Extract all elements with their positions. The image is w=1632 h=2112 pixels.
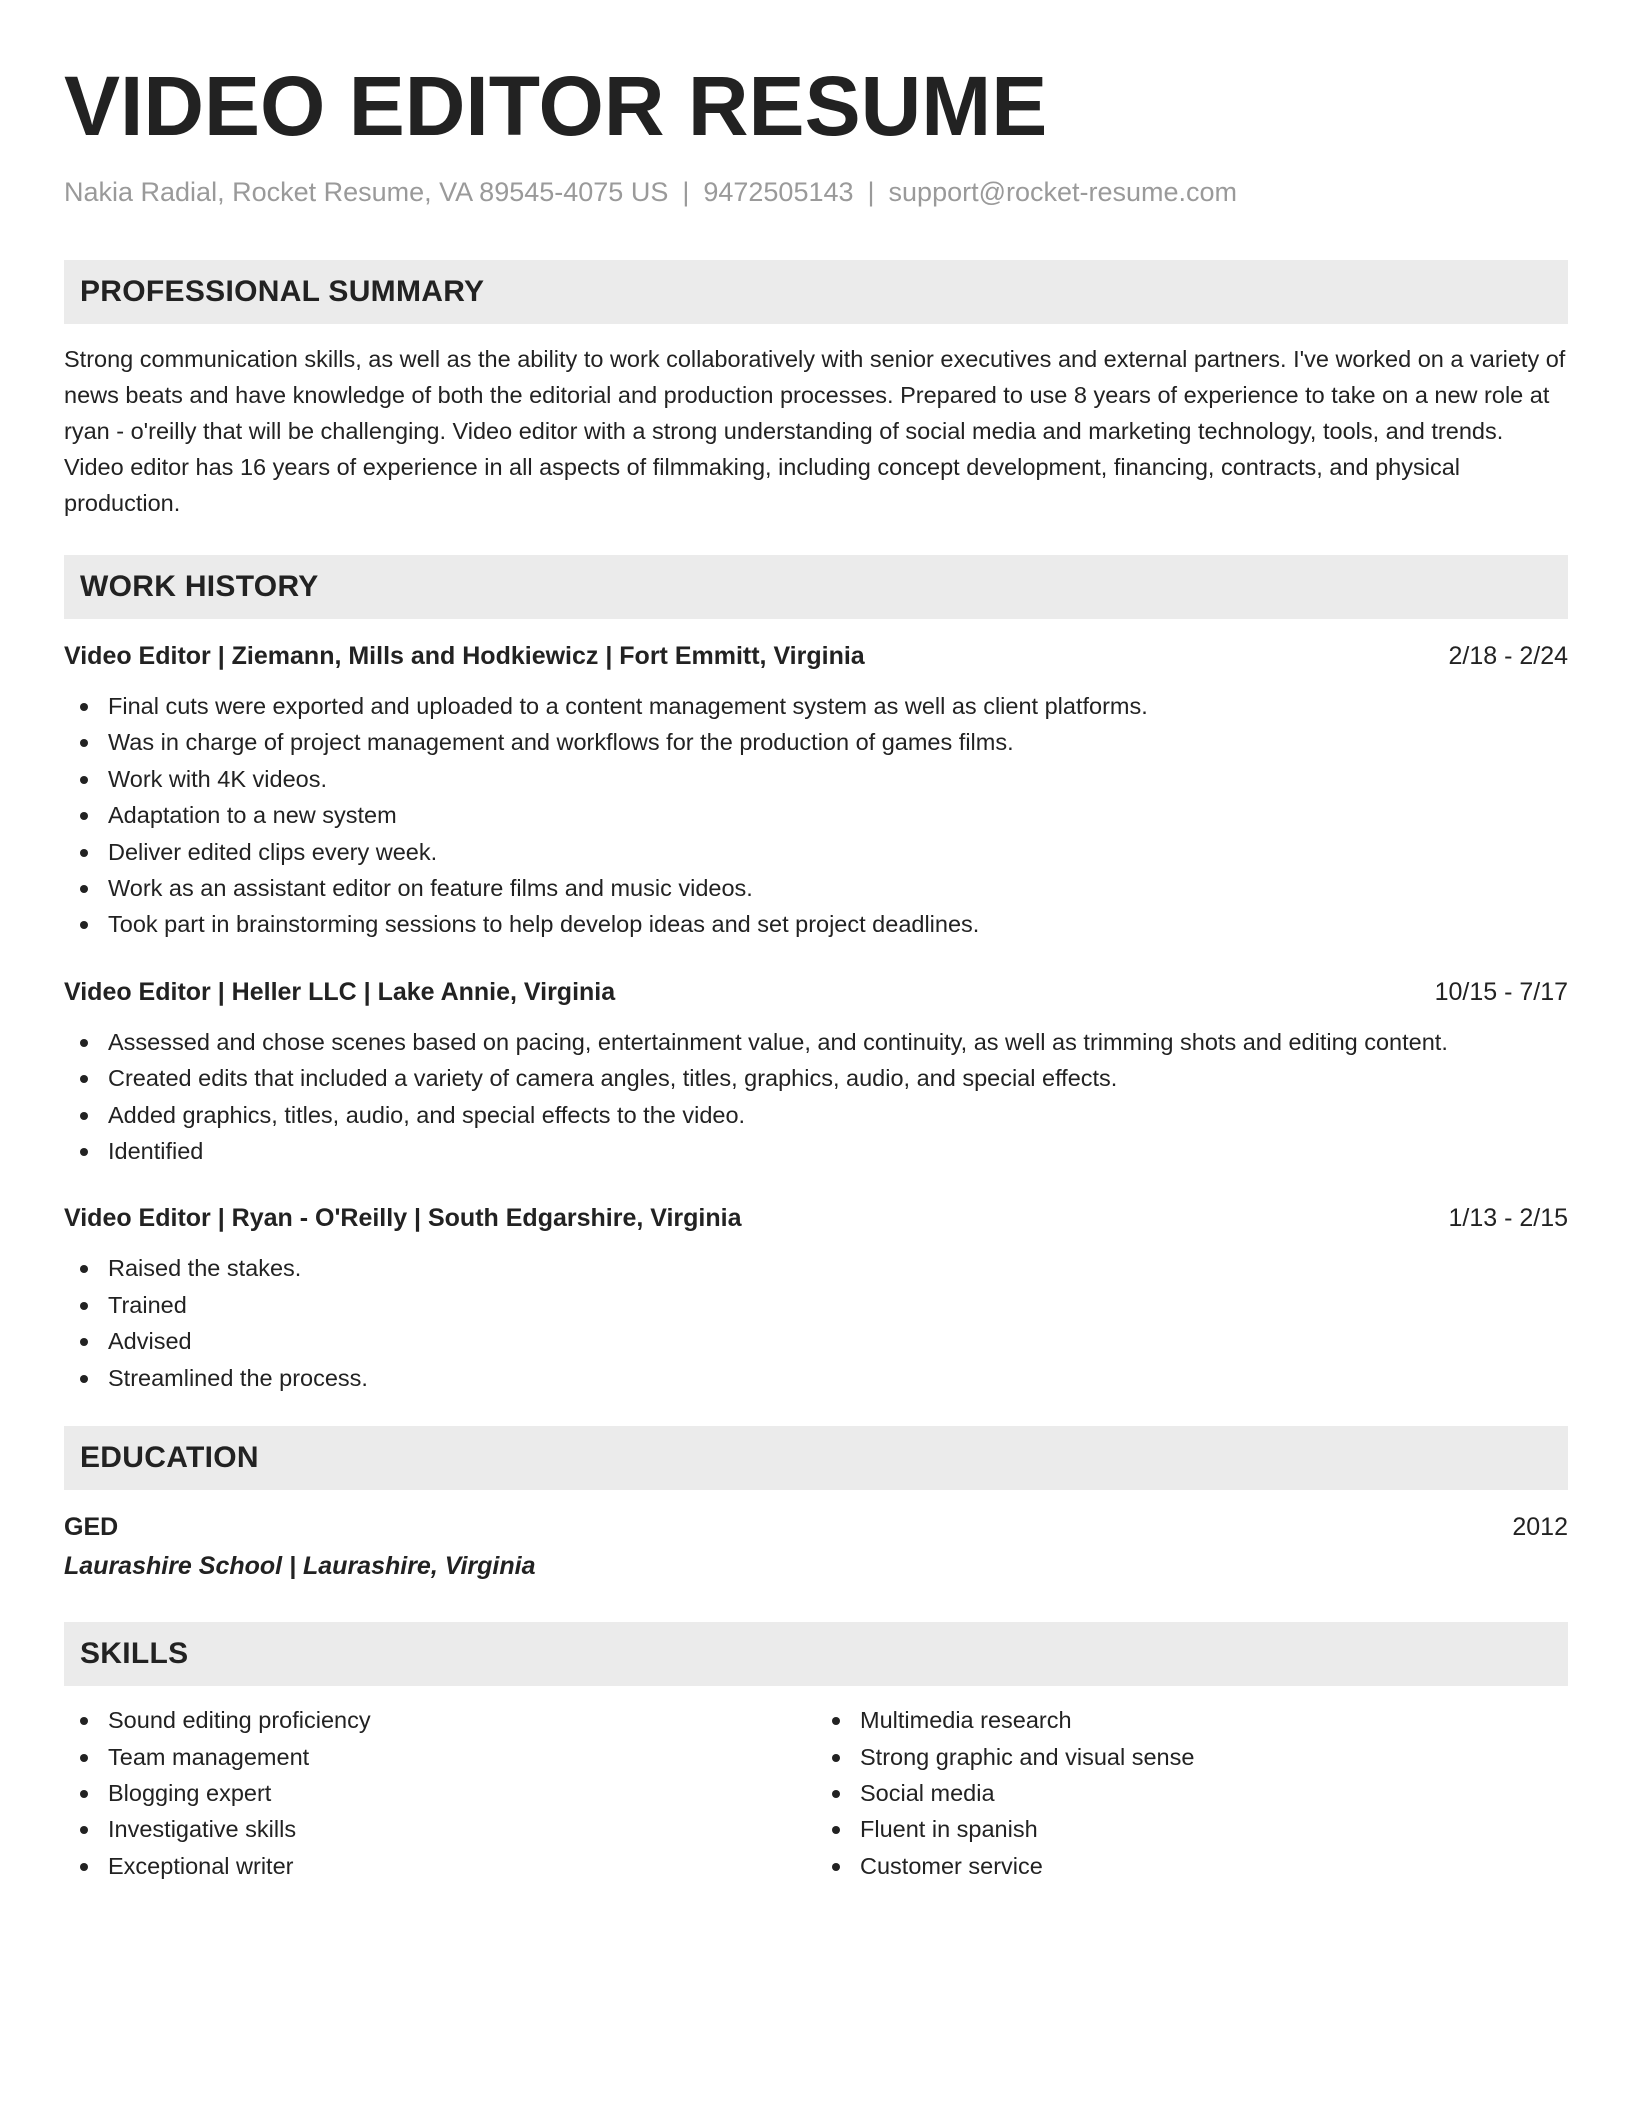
contact-separator: | [867,177,875,207]
job-bullet: Work as an assistant editor on feature films and music videos. [64,870,1568,906]
job-bullet: Identified [64,1133,1568,1169]
contact-line [64,176,1568,208]
summary-text: Strong communication skills, as well as the ability to work collaboratively with senior executives and external partners. I've worked on a variety of news beats and have knowledge of both the editorial and production processes. Prepared to use 8 years of experience to take on a new role at ryan - o'reilly that will be challenging. Video editor with a strong understanding of social media and marketing technology, tools, and trends. Video editor has 16 years of experience in all aspects of filmmaking, including concept development, financing, contracts, and physical production. [64,346,1566,516]
skills-list-right [816,1702,1568,1884]
skill-item: Social media [816,1775,1568,1811]
skill-item: Multimedia research [816,1702,1568,1738]
education-school: Laurashire School | Laurashire, Virginia [64,1552,536,1581]
skill-item: Exceptional writer [64,1848,816,1884]
job-bullet: Advised [64,1323,1568,1359]
job-bullet: Final cuts were exported and uploaded to a content management system as well as client platforms. [64,688,1568,724]
job-bullet: Added graphics, titles, audio, and special effects to the video. [64,1097,1568,1133]
job-entry [64,975,1568,1170]
job-bullet: Adaptation to a new system [64,797,1568,833]
skill-item: Team management [64,1739,816,1775]
job-title: Video Editor | Heller LLC | Lake Annie, Virginia [64,977,616,1006]
job-entry [64,639,1568,943]
skill-item: Blogging expert [64,1775,816,1811]
skill-item: Customer service [816,1848,1568,1884]
job-header [64,1201,1568,1235]
resume-title: VIDEO EDITOR RESUME [64,59,1048,153]
contact-phone: 9472505143 [703,177,854,207]
job-bullet: Assessed and chose scenes based on pacing, entertainment value, and continuity, as well as trimming shots and editing content. [64,1024,1568,1060]
education-year: 2012 [1512,1513,1568,1542]
job-bullet: Streamlined the process. [64,1360,1568,1396]
skills-list-left [64,1702,816,1884]
section-heading-education: EDUCATION [64,1426,1568,1490]
job-header [64,975,1568,1009]
section-heading-summary: PROFESSIONAL SUMMARY [64,260,1568,324]
education-entry [64,1510,1568,1584]
job-bullets [64,688,1568,943]
job-bullet: Work with 4K videos. [64,761,1568,797]
contact-email: support@rocket-resume.com [888,177,1238,207]
job-bullets [64,1250,1568,1396]
job-dates: 2/18 - 2/24 [1448,642,1568,670]
job-bullet: Was in charge of project management and workflows for the production of games films. [64,724,1568,760]
job-bullet: Raised the stakes. [64,1250,1568,1286]
education-degree: GED [64,1513,119,1542]
skills-columns [64,1702,1568,1884]
section-heading-skills: SKILLS [64,1622,1568,1686]
job-bullet: Deliver edited clips every week. [64,834,1568,870]
job-bullet: Created edits that included a variety of camera angles, titles, graphics, audio, and special effects. [64,1060,1568,1096]
contact-address: Nakia Radial, Rocket Resume, VA 89545-4075 US [64,177,669,207]
job-entry [64,1201,1568,1396]
job-title: Video Editor | Ziemann, Mills and Hodkiewicz | Fort Emmitt, Virginia [64,642,865,670]
job-dates: 10/15 - 7/17 [1434,977,1568,1006]
skill-item: Strong graphic and visual sense [816,1739,1568,1775]
skill-item: Fluent in spanish [816,1811,1568,1847]
skill-item: Investigative skills [64,1811,816,1847]
job-bullet: Trained [64,1287,1568,1323]
education-header [64,1510,1568,1544]
job-header [64,639,1568,673]
job-bullet: Took part in brainstorming sessions to help develop ideas and set project deadlines. [64,906,1568,942]
job-title: Video Editor | Ryan - O'Reilly | South Edgarshire, Virginia [64,1204,742,1233]
contact-separator: | [682,177,690,207]
job-bullets [64,1024,1568,1170]
job-dates: 1/13 - 2/15 [1448,1204,1568,1233]
skill-item: Sound editing proficiency [64,1702,816,1738]
section-heading-work-history: WORK HISTORY [64,555,1568,619]
